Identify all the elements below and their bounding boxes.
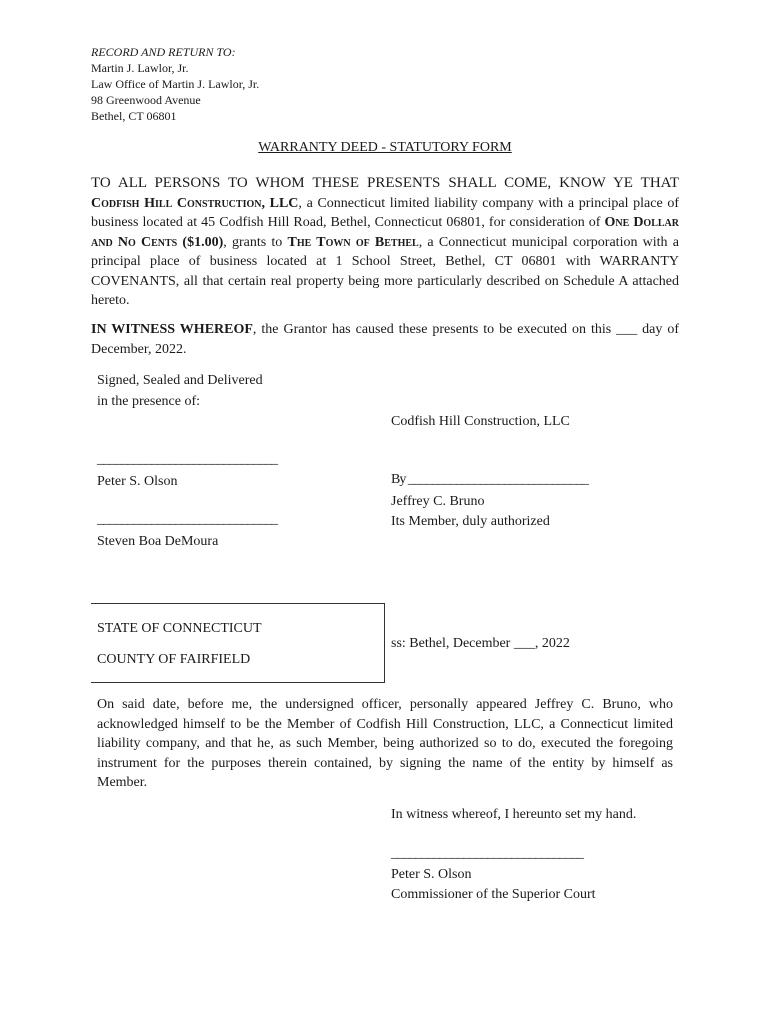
return-city: Bethel, CT 06801 — [91, 109, 177, 123]
return-street: 98 Greenwood Avenue — [91, 93, 201, 107]
venue-ss: ss: Bethel, December ___, 2022 — [391, 636, 570, 651]
notary-in-witness: In witness whereof, I hereunto set my hand. — [391, 807, 637, 822]
notary-signature-line: ________________________________ — [391, 846, 583, 861]
witness-text: , the Grantor has caused these presents to be executed on this ___ day of December, 2022. — [91, 322, 679, 357]
grantor-name: Codfish Hill Construction — [91, 195, 262, 211]
venue-state: STATE OF CONNECTICUT — [97, 621, 262, 636]
deed-text-3: , a Connecticut municipal corporation with a principal place of business located at 1 School Street, Bethel, CT 06801 with WARRANTY COVENANTS, all that certain real property being more particularly described on Schedule A attached hereto. — [91, 234, 679, 308]
return-name: Martin J. Lawlor, Jr. — [91, 61, 189, 75]
signer-name: Jeffrey C. Bruno — [391, 494, 485, 509]
acknowledgment-paragraph: On said date, before me, the undersigned officer, personally appeared Jeffrey C. Bruno, who acknowledged himself to be the Member of Codfish Hill Construction, LLC, a Connecticut limited liability company, and that he, as such Member, being authorized so to do, executed the foregoing instrument for the purposes therein contained, by signing the name of the entity by himself as Member. — [97, 697, 673, 790]
by-signature-line: By ______________________________ — [391, 472, 588, 487]
deed-text-1: , a Connecticut limited liability company with a principal place of business located at 45 Codfish Hill Road, Bethel, Connecticut 06801, for consideration of — [91, 195, 679, 230]
witness2-name: Steven Boa DeMoura — [97, 534, 219, 549]
witness-paragraph — [91, 320, 679, 359]
witness1-signature-line: ______________________________ — [97, 452, 277, 467]
venue-county: COUNTY OF FAIRFIELD — [97, 652, 251, 667]
deed-text-2: , grants to — [223, 234, 288, 250]
grantee-name: The Town of Bethel — [287, 234, 419, 250]
signer-title: Its Member, duly authorized — [391, 514, 550, 529]
grantor-suffix: , LLC — [261, 195, 299, 211]
return-address-block — [91, 44, 259, 124]
signed-sealed-line1: Signed, Sealed and Delivered — [97, 373, 263, 388]
return-label: RECORD AND RETURN TO: — [91, 45, 236, 59]
notary-name: Peter S. Olson — [391, 867, 472, 882]
deed-body-paragraph — [91, 174, 679, 311]
deed-lead: TO ALL PERSONS TO WHOM THESE PRESENTS SHALL COME, KNOW YE THAT — [91, 175, 679, 191]
return-firm: Law Office of Martin J. Lawlor, Jr. — [91, 77, 260, 91]
consideration: One Dollar and No Cents ($1.00) — [91, 215, 679, 250]
venue-box — [91, 603, 385, 683]
notary-title: Commissioner of the Superior Court — [391, 887, 596, 902]
document-title: WARRANTY DEED - STATUTORY FORM — [258, 140, 512, 155]
witness1-name: Peter S. Olson — [97, 474, 178, 489]
company-name: Codfish Hill Construction, LLC — [391, 414, 570, 429]
signed-sealed-line2: in the presence of: — [97, 394, 201, 409]
witness-heading: IN WITNESS WHEREOF — [91, 322, 253, 337]
witness2-signature-line: ______________________________ — [97, 512, 277, 527]
